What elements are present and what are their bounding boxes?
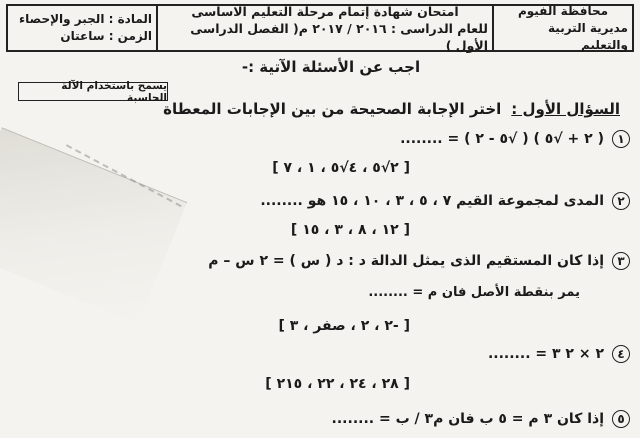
question-number: ٣ [612, 252, 630, 270]
exam-header [6, 4, 634, 52]
question-1 [400, 130, 630, 148]
question-3 [208, 252, 630, 270]
question-number: ١ [612, 130, 630, 148]
question-2-options: [ ١٢ ، ٨ ، ٣ ، ١٥ ] [290, 222, 410, 238]
question-text: إذا كان ٣ م = ٥ ب فان م٣ / ب = ........ [331, 411, 604, 427]
question-5 [332, 410, 630, 428]
question-number: ٥ [612, 410, 630, 428]
question-text: ( ٢ + √٥ ) ( √٥ - ٢ ) = ........ [400, 131, 604, 147]
section-title [163, 100, 620, 118]
question-2 [260, 192, 630, 210]
question-3-options: [ -٢ ، ٢ ، صفر ، ٣ ] [278, 318, 410, 334]
question-4-options: [ ٢٨ ، ٢٤ ، ٢٢ ، ٢١٥ ] [265, 376, 410, 392]
section-text: اختر الإجابة الصحيحة من بين الإجابات المعطاة [163, 100, 502, 118]
question-text: ٢ × ٢ ٣ = ........ [487, 346, 604, 362]
question-4 [488, 345, 630, 363]
header-subject-time: المادة : الجبر والإحصاء الزمن : ساعتان [8, 6, 158, 50]
calculator-note: يسمح باستخدام الآلة الحاسبة [18, 82, 168, 101]
header-governorate: محافظة الفيوم مديرية التربية والتعليم [517, 3, 628, 52]
question-1-options: [ ٢√٥ ، ٤√٥ ، ١ ، ٧ ] [272, 160, 410, 176]
question-text: إذا كان المستقيم الذى يمثل الدالة د : د ( س ) = ٢ س – م [208, 253, 604, 269]
header-exam-title: امتحان شهادة إتمام مرحلة التعليم الاساسى للعام الدراسى : ٢٠١٦ / ٢٠١٧ م( الفصل الدراسى الأول ) [158, 6, 494, 50]
question-number: ٤ [612, 345, 630, 363]
instruction-line: اجب عن الأسئلة الآتية :- [241, 58, 421, 76]
question-number: ٢ [612, 192, 630, 210]
section-label: السؤال الأول : [511, 100, 620, 118]
question-text: المدى لمجموعة القيم ٧ ، ٥ ، ٣ ، ١٠ ، ١٥ هو ........ [260, 193, 604, 209]
question-3-subline: يمر بنقطة الأصل فان م = ........ [368, 285, 580, 300]
